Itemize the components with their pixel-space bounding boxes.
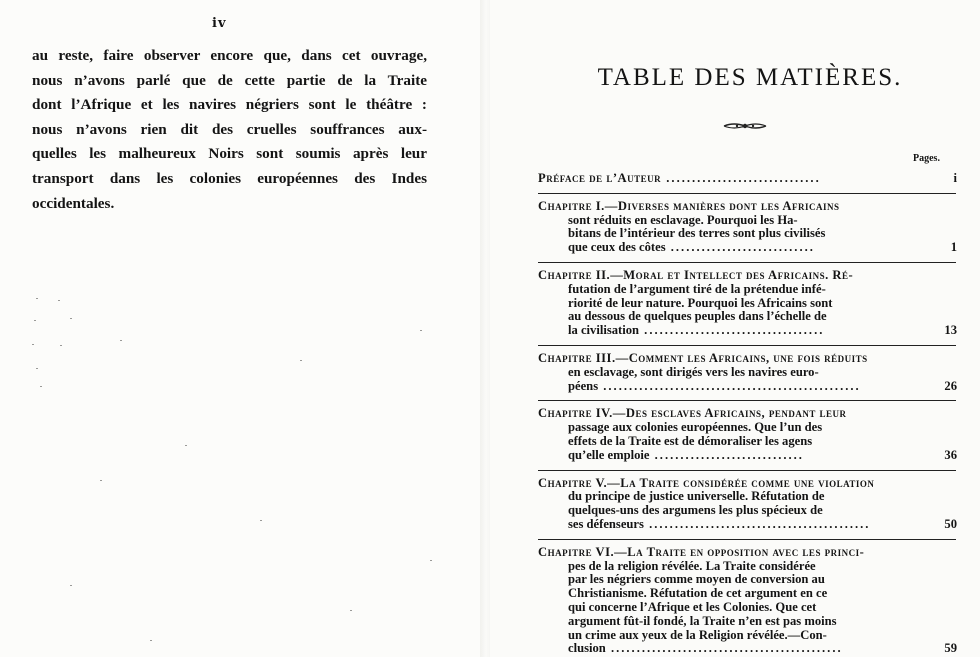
toc-entry-chapter-6: Chapitre VI.—La Traite en opposition avec les princi- pes de la religion révélée. La Traite considérée par les négriers comme moyen de conversion au Christianisme. Réfutation de cet argument en ce qui concerne l’Afrique et les Colonies. Que cet argument fût-il fondé, la Traite n’en est pas moins un crime aux yeux de la Religion révélée.—Con- clusion ............................................. 59 xyxy=(538,545,957,656)
table-of-contents xyxy=(538,171,957,656)
entry-line: la civilisation xyxy=(568,324,640,338)
page-ref: 26 xyxy=(944,378,957,393)
entry-line: Chapitre II.—Moral et Intellect des Africains. Ré- xyxy=(538,268,854,282)
entry-line: Chapitre III.—Comment les Africains, une fois réduits xyxy=(538,351,868,365)
entry-line: bitans de l’intérieur des terres sont plus civilisés xyxy=(568,227,826,241)
entry-line: ses défenseurs xyxy=(568,517,644,531)
entry-line: sont réduits en esclavage. Pourquoi les Ha- xyxy=(568,213,798,227)
page-ref: 59 xyxy=(944,641,957,656)
entry-line: Christianisme. Réfutation de cet argument en ce xyxy=(568,587,828,601)
entry-line: Chapitre I.—Diverses manières dont les Africains xyxy=(538,199,840,213)
entry-line: Chapitre VI.—La Traite en opposition avec les princi- xyxy=(538,545,865,559)
page-number: iv xyxy=(212,16,227,31)
divider xyxy=(538,193,956,194)
entry-line: passage aux colonies européennes. Que l’un des xyxy=(568,421,823,435)
entry-line: clusion xyxy=(568,642,606,656)
entry-line: péens xyxy=(568,379,599,393)
entry-line: quelques-uns des argumens les plus spécieux de xyxy=(568,504,823,518)
text-line: dont l’Afrique et les navires négriers sont le théâtre : xyxy=(32,96,427,114)
text-line: occidentales. xyxy=(32,194,115,212)
pages-column-label: Pages. xyxy=(913,153,940,164)
toc-title: TABLE DES MATIÈRES. xyxy=(597,64,903,91)
page-ref: 50 xyxy=(944,516,957,531)
entry-line: argument fût-il fondé, la Traite n’en est pas moins xyxy=(568,614,837,628)
divider xyxy=(538,539,956,540)
toc-entry-chapter-1: Chapitre I.—Diverses manières dont les Africains sont réduits en esclavage. Pourquoi les Ha- bitans de l’intérieur des terres sont plus civilisés que ceux des côtes ............................ 1 xyxy=(538,199,957,255)
page-ref: 36 xyxy=(944,447,957,462)
divider xyxy=(538,400,956,401)
toc-entry-chapter-5: Chapitre V.—La Traite considérée comme une violation du principe de justice universelle. Réfutation de quelques-uns des argumens les plus spécieux de ses défenseurs ........................................... 50 xyxy=(538,476,957,531)
page-ref: i xyxy=(953,171,957,185)
page-ref: 13 xyxy=(944,323,957,338)
right-page xyxy=(490,0,980,657)
text-line: transport dans les colonies européennes des Indes xyxy=(32,169,427,187)
page-ref: 1 xyxy=(950,240,957,255)
toc-entry-chapter-3: Chapitre III.—Comment les Africains, une fois réduits en esclavage, sont dirigés vers les navires euro- péens .................................................. 26 xyxy=(538,351,957,393)
entry-line: futation de l’argument tiré de la prétendue infé- xyxy=(568,282,826,296)
toc-entry-chapter-4: Chapitre IV.—Des esclaves Africains, pendant leur passage aux colonies européennes. Que l’un des effets de la Traite est de démoraliser les agens qu’elle emploie ............................. 36 xyxy=(538,407,957,462)
entry-line: qui concerne l’Afrique et les Colonies. Que cet xyxy=(568,600,817,614)
body-text xyxy=(32,44,427,216)
entry-line: un crime aux yeux de la Religion révélée.—Con- xyxy=(568,628,827,642)
book-gutter xyxy=(480,0,490,657)
entry-line: du principe de justice universelle. Réfutation de xyxy=(568,490,825,504)
text-line: nous n’avons rien dit des cruelles souffrances aux- xyxy=(32,120,427,138)
entry-line: que ceux des côtes xyxy=(568,241,666,255)
entry-line: en esclavage, sont dirigés vers les navires euro- xyxy=(568,365,819,379)
divider xyxy=(538,470,956,471)
entry-line: pes de la religion révélée. La Traite considérée xyxy=(568,559,816,573)
toc-entry-preface: Préface de l’Auteur .............................. i xyxy=(538,171,957,185)
ornament-icon xyxy=(722,120,768,132)
entry-line: Préface de l’Auteur xyxy=(538,172,662,185)
entry-line: qu’elle emploie xyxy=(568,448,650,462)
entry-line: au dessous de quelques peuples dans l’échelle de xyxy=(568,310,827,324)
entry-line: par les négriers comme moyen de conversion au xyxy=(568,573,825,587)
entry-line: effets de la Traite est de démoraliser les agens xyxy=(568,434,813,448)
entry-line: Chapitre V.—La Traite considérée comme une violation xyxy=(538,476,875,490)
divider xyxy=(538,345,956,346)
toc-entry-chapter-2: Chapitre II.—Moral et Intellect des Africains. Ré- futation de l’argument tiré de la prétendue infé- riorité de leur nature. Pourquoi les Africains sont au dessous de quelques peuples dans l’échelle de la civilisation ................................... 13 xyxy=(538,268,957,338)
entry-line: Chapitre IV.—Des esclaves Africains, pendant leur xyxy=(538,407,847,421)
divider xyxy=(538,262,956,263)
entry-line: riorité de leur nature. Pourquoi les Africains sont xyxy=(568,296,833,310)
text-line: quelles les malheureux Noirs sont soumis après leur xyxy=(32,145,427,163)
text-line: au reste, faire observer encore que, dans cet ouvrage, xyxy=(32,47,427,64)
text-line: nous n’avons parlé que de cette partie de la Traite xyxy=(32,71,427,89)
left-page xyxy=(0,0,480,657)
